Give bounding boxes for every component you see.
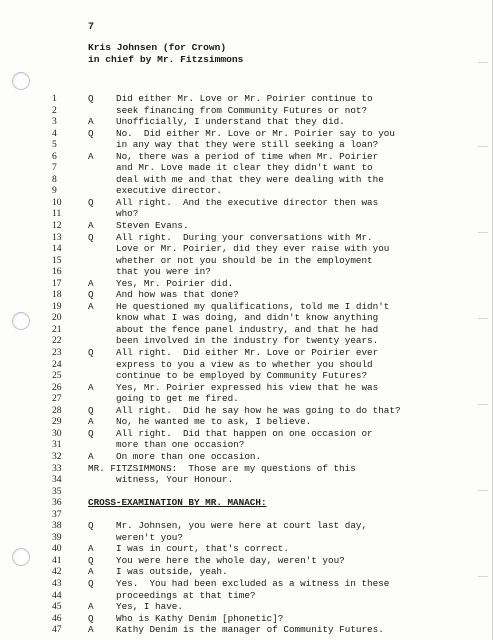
speaker-marker: Q [88,289,94,301]
examination-type: in chief by Mr. Fitzsimmons [88,54,244,65]
line-number: 36 [52,497,62,509]
transcript-line [0,312,493,324]
line-number: 17 [52,277,62,289]
transcript-line [0,289,493,301]
transcript-line [0,439,493,451]
witness-name: Kris Johnsen (for Crown) [88,42,227,53]
page-edge-mark [478,62,488,63]
speaker-marker: Q [88,231,94,243]
line-text: No, there was a period of time when Mr. Poirier [116,150,379,162]
line-number: 16 [52,266,62,278]
transcript-line [0,405,493,417]
line-text: whether or not you should be in the employment [116,254,373,266]
line-text: No, he wanted me to ask, I believe. [116,416,312,428]
transcript-line [0,543,493,555]
speaker-marker: A [88,150,94,162]
transcript-line [0,497,493,509]
line-text: Mr. Johnsen, you were here at court last day, [116,520,368,532]
line-number: 28 [52,404,62,416]
transcript-line [0,174,493,186]
transcript-line [0,590,493,602]
line-number: 4 [52,127,57,139]
page-number: 7 [88,22,95,33]
line-number: 24 [52,358,62,370]
transcript-line [0,532,493,544]
line-number: 10 [52,196,62,208]
transcript-lines [0,93,493,636]
transcript-line [0,266,493,278]
section-heading: CROSS-EXAMINATION BY MR. MANACH: [88,497,267,509]
line-text: He questioned my qualifications, told me I didn't [116,300,390,312]
transcript-line [0,255,493,267]
transcript-line [0,382,493,394]
line-text: Steven Evans. [116,220,189,232]
line-number: 40 [52,543,62,555]
line-number: 35 [52,485,62,497]
transcript-line [0,347,493,359]
line-number: 32 [52,450,62,462]
line-text: All right. During your conversations with Mr. [116,231,373,243]
transcript-line [0,105,493,117]
line-text: Who is Kathy Denim [phonetic]? [116,612,284,624]
speaker-marker: A [88,300,94,312]
line-text: weren't you? [116,531,183,543]
transcript-line [0,139,493,151]
line-number: 45 [52,601,62,613]
transcript-line [0,232,493,244]
line-text: Yes, I have. [116,601,183,613]
line-number: 13 [52,231,62,243]
speaker-marker: A [88,116,94,128]
speaker-marker: A [88,601,94,613]
line-text: seek financing from Community Futures or not? [116,104,368,116]
line-number: 46 [52,612,62,624]
speaker-marker: A [88,566,94,578]
line-number: 23 [52,347,62,359]
speaker-marker: A [88,381,94,393]
line-number: 19 [52,300,62,312]
speaker-marker: Q [88,196,94,208]
line-text: I was in court, that's correct. [116,543,289,555]
line-number: 25 [52,370,62,382]
line-number: 34 [52,474,62,486]
speaker-marker: Q [88,127,94,139]
line-text: Yes. You had been excluded as a witness in these [116,577,390,589]
transcript-line [0,474,493,486]
transcript-line [0,197,493,209]
line-text: All right. Did either Mr. Love or Poirier ever [116,347,379,359]
speaker-marker: Q [88,612,94,624]
line-text: going to get me fired. [116,393,239,405]
line-number: 27 [52,393,62,405]
transcript-line [0,93,493,105]
speaker-marker: A [88,277,94,289]
line-number: 39 [52,531,62,543]
speaker-marker: Q [88,554,94,566]
line-text: Unofficially, I understand that they did. [116,116,345,128]
line-text: know what I was doing, and didn't know anything [116,312,379,324]
transcript-line [0,278,493,290]
line-number: 33 [52,462,62,474]
speaker-marker: A [88,220,94,232]
transcript-line [0,359,493,371]
line-text: continue to be employed by Community Futures? [116,370,368,382]
line-text: been involved in the industry for twenty years. [116,335,379,347]
line-number: 18 [52,289,62,301]
line-number: 8 [52,173,57,185]
speaker-marker: A [88,416,94,428]
line-text: Did either Mr. Love or Mr. Poirier continue to [116,93,373,104]
transcript-line [0,116,493,128]
speaker-marker: Q [88,427,94,439]
line-text: and Mr. Love made it clear they didn't want to [116,162,373,174]
line-number: 3 [52,116,57,128]
transcript-line [0,428,493,440]
transcript-line [0,335,493,347]
transcript-line [0,520,493,532]
line-number: 2 [52,104,57,116]
speaker-marker: Q [88,404,94,416]
line-text: express to you a view as to whether you should [116,358,373,370]
line-number: 20 [52,312,62,324]
line-text: that you were in? [116,266,211,278]
speaker-marker: Q [88,93,94,104]
transcript-line [0,220,493,232]
transcript-line [0,486,493,498]
line-number: 9 [52,185,57,197]
binder-hole [12,72,30,90]
transcript-line [0,416,493,428]
line-text: I was outside, yeah. [116,566,228,578]
line-text: Kathy Denim is the manager of Community Futures. [116,624,384,636]
transcript-line [0,393,493,405]
page-header [88,42,243,66]
line-number: 1 [52,93,57,104]
line-number: 30 [52,427,62,439]
transcript-line [0,624,493,636]
transcript-line [0,301,493,313]
speaker-marker: Q [88,520,94,532]
transcript-line [0,555,493,567]
line-text: who? [116,208,139,220]
speaker-marker: A [88,543,94,555]
line-text: proceedings at that time? [116,589,256,601]
line-text: witness, Your Honour. [116,474,234,486]
transcript-line [0,601,493,613]
speaker-marker: A [88,450,94,462]
transcript-line [0,324,493,336]
line-number: 6 [52,150,57,162]
line-number: 38 [52,520,62,532]
line-text: On more than one occasion. [116,450,262,462]
transcript-line [0,162,493,174]
line-number: 44 [52,589,62,601]
line-number: 37 [52,508,62,520]
line-number: 42 [52,566,62,578]
line-text: All right. Did that happen on one occasion or [116,427,373,439]
line-text: And how was that done? [116,289,239,301]
line-text: about the fence panel industry, and that he had [116,323,379,335]
line-text: executive director. [116,185,223,197]
line-text: more than one occasion? [116,439,245,451]
line-number: 15 [52,254,62,266]
transcript-line [0,463,493,475]
line-number: 31 [52,439,62,451]
line-number: 43 [52,577,62,589]
line-number: 14 [52,243,62,255]
line-text: Love or Mr. Poirier, did they ever raise with you [116,243,390,255]
transcript-line [0,243,493,255]
line-number: 11 [52,208,62,220]
transcript-line [0,566,493,578]
line-number: 22 [52,335,62,347]
line-text: Yes, Mr. Poirier expressed his view that he was [116,381,379,393]
line-text: All right. And the executive director then was [116,196,379,208]
line-text: All right. Did he say how he was going to do that? [116,404,401,416]
speaker-marker: A [88,624,94,636]
transcript-line [0,370,493,382]
transcript-line [0,151,493,163]
transcript-line [0,185,493,197]
speaker-marker: Q [88,577,94,589]
speaker-marker: Q [88,347,94,359]
line-number: 5 [52,139,57,151]
transcript-line [0,451,493,463]
transcript-line [0,208,493,220]
line-number: 26 [52,381,62,393]
line-number: 21 [52,323,62,335]
transcript-line [0,578,493,590]
line-number: 7 [52,162,57,174]
line-text: Yes, Mr. Poirier did. [116,277,234,289]
transcript-line [0,613,493,625]
line-number: 41 [52,554,62,566]
line-text: deal with me and that they were dealing with the [116,173,384,185]
line-text: in any way that they were still seeking a loan? [116,139,379,151]
line-text: MR. FITZSIMMONS: Those are my questions of this [88,462,356,474]
line-number: 12 [52,220,62,232]
line-number: 29 [52,416,62,428]
transcript-line [0,509,493,521]
line-text: No. Did either Mr. Love or Mr. Poirier say to you [116,127,395,139]
transcript-line [0,128,493,140]
line-text: You were here the whole day, weren't you? [116,554,345,566]
line-number: 47 [52,624,62,636]
